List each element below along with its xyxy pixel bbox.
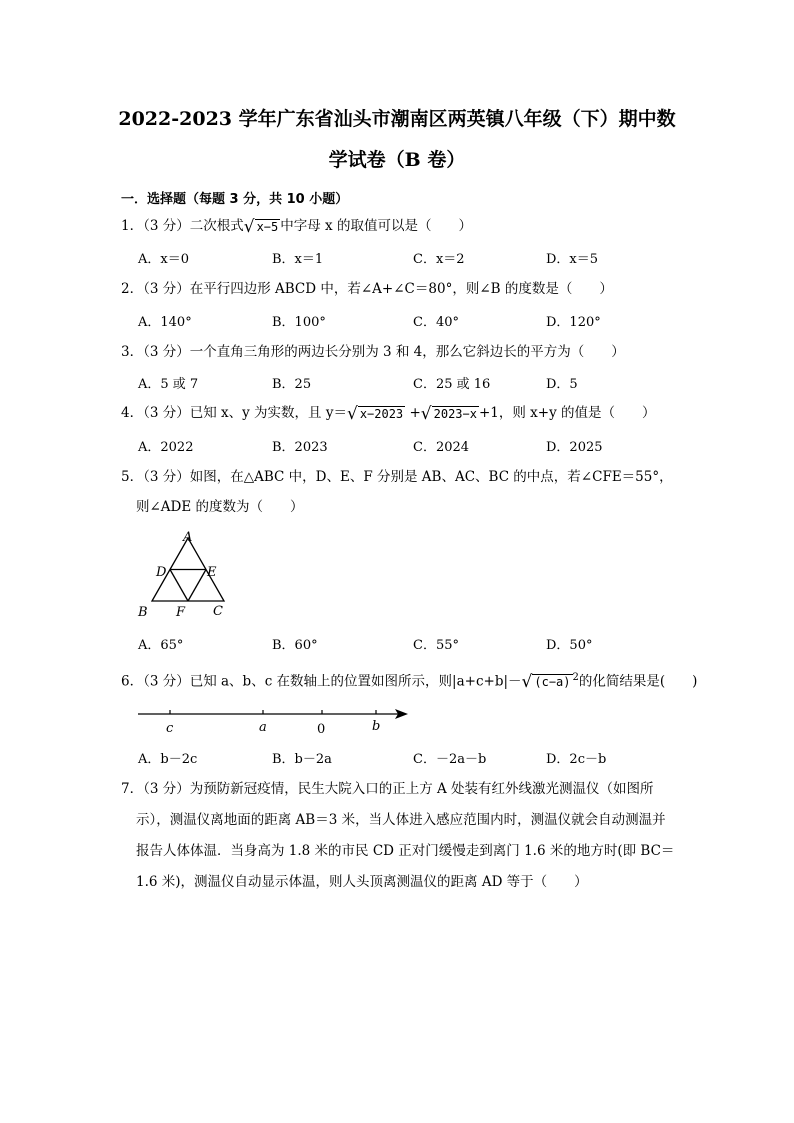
question-4-stem (121, 403, 656, 424)
option-b[interactable]: B．100° (272, 315, 326, 330)
question-3-stem: 3．（3 分）一个直角三角形的两边长分别为 3 和 4，那么它斜边长的平方为（ ） (121, 344, 625, 360)
question-1-options (138, 248, 698, 268)
question-6-stem-pre: 6．（3 分）已知 a、b、c 在数轴上的位置如图所示，则|a+c+b|－ (121, 673, 522, 690)
label-d: D (156, 565, 167, 580)
label-f: F (176, 605, 186, 620)
option-c[interactable]: C．40° (413, 315, 459, 330)
radicand: x−5 (256, 219, 279, 234)
option-b[interactable]: B．b－2a (272, 752, 332, 767)
exam-title-line-2: 学试卷（B 卷） (328, 149, 466, 171)
question-7-line-2: 示），测温仪离地面的距离 AB＝3 米，当人体进入感应范围内时，测温仪就会自动测温并 (136, 812, 666, 828)
option-d[interactable]: D．50° (546, 638, 593, 653)
label-a: A (183, 530, 193, 545)
option-d[interactable]: D．5 (546, 377, 578, 392)
option-a[interactable]: A．b－2c (138, 752, 198, 767)
segment-df (170, 570, 188, 602)
number-line-figure (136, 700, 416, 740)
question-4-stem-pre: 4．（3 分）已知 x、y 为实数，且 y＝ (121, 405, 347, 421)
option-d[interactable]: D．120° (546, 315, 601, 330)
option-b[interactable]: B．2023 (272, 440, 328, 455)
question-2-options (138, 311, 698, 331)
option-c[interactable]: C．2024 (413, 440, 470, 455)
sqrt-expression-2: √ 2023−x (420, 403, 477, 424)
question-6-stem-post: 的化简结果是( ) (578, 673, 698, 690)
question-7-line-4: 1.6 米)，测温仪自动显示体温，则人头顶离测温仪的距离 AD 等于（ ） (136, 874, 588, 890)
question-3-options (138, 373, 698, 393)
question-2-stem: 2．（3 分）在平行四边形 ABCD 中，若∠A+∠C＝80°，则∠B 的度数是（ ） (121, 281, 613, 297)
option-a[interactable]: A．2022 (138, 440, 194, 455)
exam-title-line-1: 2022-2023 学年广东省汕头市潮南区两英镇八年级（下）期中数 (118, 108, 676, 130)
option-b[interactable]: B．25 (272, 377, 312, 392)
option-c[interactable]: C．25 或 16 (413, 377, 491, 392)
option-c[interactable]: C．55° (413, 638, 459, 653)
sqrt-expression: √ (c−a) (521, 672, 571, 692)
question-4-stem-mid: + (405, 405, 421, 421)
option-c[interactable]: C．x＝2 (413, 252, 465, 267)
label-a: a (259, 720, 267, 735)
label-zero: 0 (317, 722, 326, 737)
question-5-options (138, 634, 698, 654)
option-d[interactable]: D．x＝5 (546, 252, 599, 267)
segment-ef (188, 570, 206, 602)
label-e: E (207, 565, 217, 580)
label-b: B (138, 605, 148, 620)
question-5-stem: 5．（3 分）如图，在△ABC 中，D、E、F 分别是 AB、AC、BC 的中点，若∠CFE＝55°， (121, 469, 673, 485)
option-d[interactable]: D．2025 (546, 440, 603, 455)
question-4-options (138, 436, 698, 456)
exponent: 2 (572, 672, 579, 683)
label-c: C (213, 604, 223, 619)
question-1-stem-post: 中字母 x 的取值可以是（ ） (280, 218, 472, 234)
question-4-stem-post: +1，则 x+y 的值是（ ） (478, 405, 656, 421)
option-a[interactable]: A．5 或 7 (138, 377, 199, 392)
option-a[interactable]: A．140° (138, 315, 192, 330)
question-7-line-1: 7．（3 分）为预防新冠疫情，民生大院入口的正上方 A 处装有红外线激光测温仪（如图所 (121, 781, 654, 797)
label-c: c (166, 721, 174, 736)
option-b[interactable]: B．x＝1 (272, 252, 324, 267)
question-6-options (138, 748, 698, 768)
option-d[interactable]: D．2c－b (546, 752, 607, 767)
question-5-stem-cont: 则∠ADE 的度数为（ ） (136, 499, 304, 515)
radicand-1: x−2023 (359, 406, 404, 421)
question-6-stem (121, 668, 697, 692)
option-a[interactable]: A．65° (138, 638, 184, 653)
label-b: b (372, 719, 381, 734)
sqrt-expression-1: √ x−2023 (346, 403, 404, 424)
section-heading: 一．选择题（每题 3 分，共 10 小题） (121, 192, 349, 207)
question-1-stem-pre: 1．（3 分）二次根式 (121, 218, 244, 234)
question-7-line-3: 报告人体体温．当身高为 1.8 米的市民 CD 正对门缓慢走到离门 1.6 米的地方时(即 BC＝ (136, 843, 675, 859)
triangle-figure (134, 528, 234, 620)
radicand-2: 2023−x (433, 406, 477, 421)
option-a[interactable]: A．x＝0 (138, 252, 189, 267)
radicand: (c−a) (534, 675, 571, 689)
option-b[interactable]: B．60° (272, 638, 318, 653)
question-1-stem (121, 216, 472, 237)
option-c[interactable]: C．－2a－b (413, 752, 487, 767)
sqrt-expression: √ x−5 (243, 216, 279, 237)
